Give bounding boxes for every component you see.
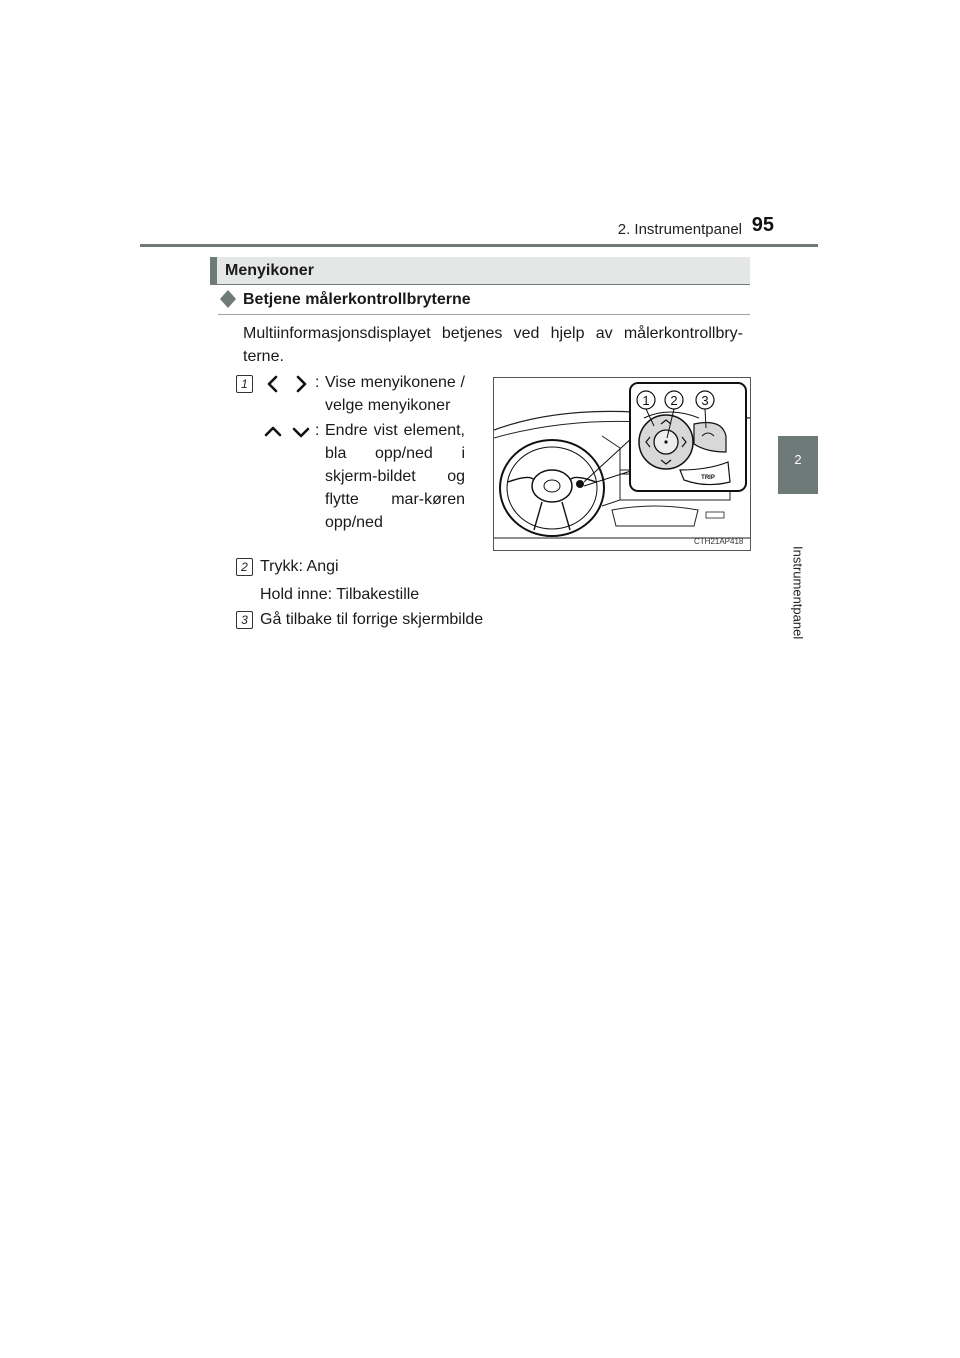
item-1a-colon: : <box>315 374 320 391</box>
section-rule <box>210 284 750 285</box>
chapter-tab-number: 2 <box>794 452 802 467</box>
chevron-right-icon <box>290 373 312 395</box>
chevron-down-icon <box>290 421 312 443</box>
intro-paragraph: Multiinformasjonsdisplayet betjenes ved hjelp av målerkontrollbry-terne. <box>243 325 743 365</box>
section-title: Menyikoner <box>225 262 314 279</box>
item-2-press: Trykk: Angi <box>260 558 339 575</box>
callout-3: 3 <box>701 393 709 408</box>
item-1b-description: Endre vist element, bla opp/ned i skjerm-bildet og flytte mar-køren opp/ned <box>325 422 465 531</box>
item-1a-description: Vise menyikonene / velge menyikoner <box>325 374 465 414</box>
header-rule <box>140 244 818 247</box>
section-heading-accent <box>210 257 217 284</box>
trip-button-label: TRIP <box>701 475 715 481</box>
callout-1: 1 <box>642 393 650 408</box>
diamond-bullet-icon <box>218 288 238 310</box>
item-number-2: 2 <box>236 558 253 576</box>
steering-wheel-illustration <box>493 377 751 551</box>
steering-wheel-drawing <box>494 378 750 550</box>
item-2-hold: Hold inne: Tilbakestille <box>260 586 420 603</box>
item-number-3: 3 <box>236 611 253 629</box>
item-3-back: Gå tilbake til forrige skjermbilde <box>260 611 484 628</box>
callout-2: 2 <box>670 393 678 408</box>
chevron-left-icon <box>262 373 284 395</box>
item-1b-colon: : <box>315 422 320 439</box>
chapter-tab-label: Instrumentpanel <box>790 546 806 640</box>
running-header-section: 2. Instrumentpanel <box>617 221 742 238</box>
subsection-title: Betjene målerkontrollbryterne <box>243 291 471 308</box>
chevron-up-icon <box>262 421 284 443</box>
page-number: 95 <box>751 214 774 236</box>
illustration-caption: CTH21AP418 <box>694 537 744 546</box>
subsection-rule <box>218 314 750 315</box>
item-number-1: 1 <box>236 375 253 393</box>
